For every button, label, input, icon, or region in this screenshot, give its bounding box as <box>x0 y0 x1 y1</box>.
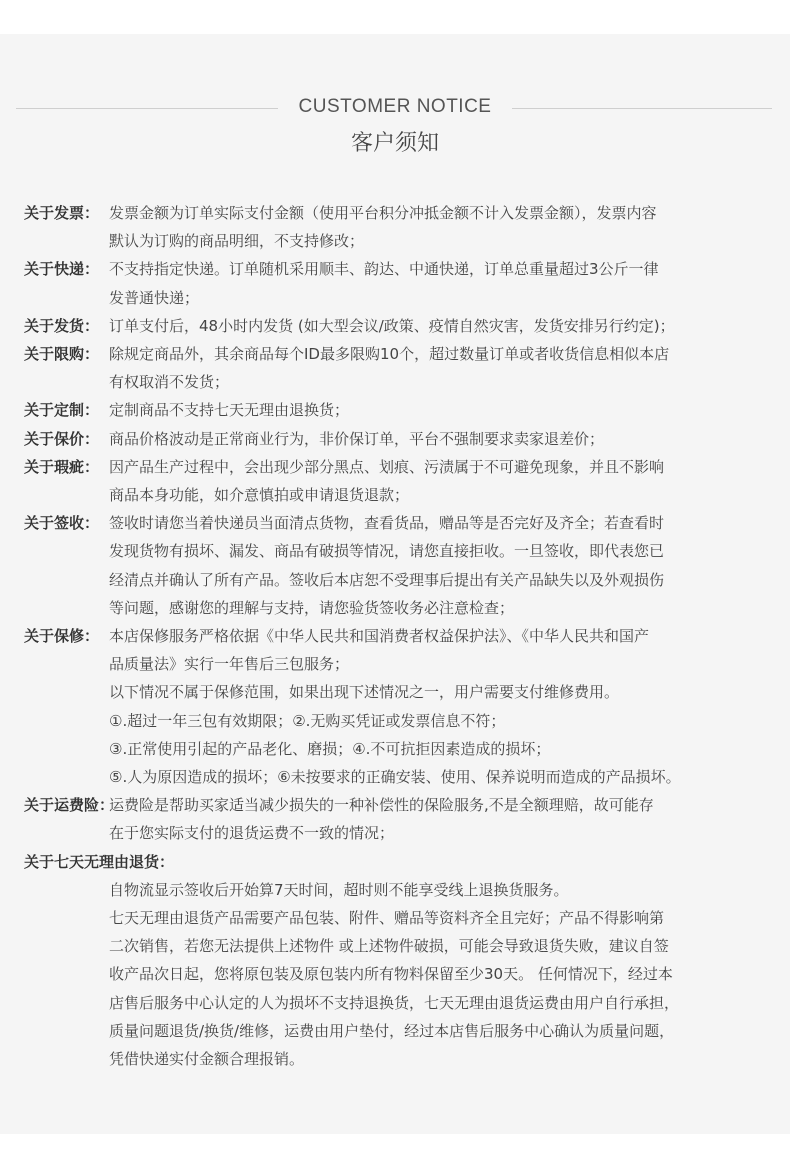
notice-line: 商品本身功能，如介意慎拍或申请退货退款； <box>109 486 410 505</box>
notice-label: 关于运费险： <box>24 796 115 815</box>
notice-express <box>24 255 774 311</box>
notice-line: 二次销售，若您无法提供上述物件 或上述物件破损，可能会导致退货失败，建议自签 <box>109 937 669 956</box>
notice-line: 等问题，感谢您的理解与支持，请您验货签收务必注意检查； <box>109 598 515 617</box>
notice-text <box>109 791 774 847</box>
notice-signing <box>24 509 774 622</box>
notice-label: 关于瑕疵： <box>24 457 100 476</box>
notice-line: 有权取消不发货； <box>109 373 230 392</box>
title-english: CUSTOMER NOTICE <box>298 96 492 117</box>
notice-panel <box>0 34 790 1134</box>
notice-warranty <box>24 622 774 791</box>
notice-text <box>109 509 774 622</box>
notice-list <box>24 199 774 1073</box>
notice-line: 默认为订购的商品明细，不支持修改； <box>109 232 365 251</box>
notice-line: ③.正常使用引起的产品老化、磨损；④.不可抗拒因素造成的损坏； <box>109 739 551 758</box>
notice-line: 质量问题退货/换货/维修，运费由用户垫付，经过本店售后服务中心确认为质量问题， <box>109 1021 675 1040</box>
notice-line: 发现货物有损坏、漏发、商品有破损等情况，请您直接拒收。一旦签收，即代表您已 <box>109 542 665 561</box>
notice-invoice <box>24 199 774 255</box>
notice-line: 收产品次日起，您将原包装及原包装内所有物料保留至少30天。 任何情况下，经过本 <box>109 965 673 984</box>
notice-price-protection <box>24 425 774 453</box>
notice-line: 七天无理由退货产品需要产品包装、附件、赠品等资料齐全且完好；产品不得影响第 <box>109 909 665 928</box>
notice-line: 店售后服务中心认定的人为损坏不支持退换货，七天无理由退货运费由用户自行承担， <box>109 993 680 1012</box>
notice-label: 关于七天无理由退货： <box>24 852 175 871</box>
notice-text <box>109 453 774 509</box>
notice-label: 关于定制： <box>24 401 100 420</box>
notice-text <box>109 396 774 424</box>
notice-label: 关于快递： <box>24 260 100 279</box>
notice-customization <box>24 396 774 424</box>
notice-seven-day-return <box>24 848 774 876</box>
notice-text <box>109 340 774 396</box>
notice-line: ⑤.人为原因造成的损坏；⑥未按要求的正确安装、使用、保养说明而造成的产品损坏。 <box>109 768 681 787</box>
notice-label: 关于限购： <box>24 345 100 364</box>
notice-line: 不支持指定快递。订单随机采用顺丰、韵达、中通快递，订单总重量超过3公斤一律 <box>109 260 659 279</box>
notice-label: 关于保修： <box>24 627 100 646</box>
notice-line: 商品价格波动是正常商业行为，非价保订单，平台不强制要求卖家退差价； <box>109 429 605 448</box>
title-chinese: 客户须知 <box>350 131 439 156</box>
notice-purchase-limit <box>24 340 774 396</box>
notice-text <box>109 312 774 340</box>
notice-label: 关于签收： <box>24 514 100 533</box>
notice-line: 自物流显示签收后开始算7天时间，超时则不能享受线上退换货服务。 <box>109 880 569 899</box>
notice-line: 发票金额为订单实际支付金额（使用平台积分冲抵金额不计入发票金额），发票内容 <box>109 204 657 222</box>
notice-label: 关于保价： <box>24 429 100 448</box>
notice-label: 关于发票： <box>24 204 100 222</box>
notice-line: 运费险是帮助买家适当减少损失的一种补偿性的保险服务,不是全额理赔，故可能存 <box>109 796 654 815</box>
notice-line: 除规定商品外，其余商品每个ID最多限购10个，超过数量订单或者收货信息相似本店 <box>109 345 670 364</box>
return-policy-text <box>24 876 774 1073</box>
notice-line: 发普通快递； <box>109 288 200 307</box>
notice-line: 以下情况不属于保修范围，如果出现下述情况之一，用户需要支付维修费用。 <box>109 683 620 702</box>
notice-line: 签收时请您当着快递员当面清点货物，查看货品，赠品等是否完好及齐全；若查看时 <box>109 514 665 533</box>
notice-line: 因产品生产过程中，会出现少部分黑点、划痕、污渍属于不可避免现象，并且不影响 <box>109 457 665 476</box>
notice-text <box>109 622 774 791</box>
notice-line: ①.超过一年三包有效期限；②.无购买凭证或发票信息不符； <box>109 711 506 730</box>
notice-text <box>109 199 774 255</box>
notice-shipping <box>24 312 774 340</box>
notice-text <box>109 255 774 311</box>
notice-line: 订单支付后，48小时内发货 (如大型会议/政策、疫情自然灾害，发货安排另行约定)； <box>109 316 675 335</box>
notice-defects <box>24 453 774 509</box>
notice-text <box>109 425 774 453</box>
notice-line: 品质量法》实行一年售后三包服务； <box>109 655 350 674</box>
notice-line: 凭借快递实付金额合理报销。 <box>109 1050 305 1069</box>
notice-line: 经清点并确认了所有产品。签收后本店恕不受理事后提出有关产品缺失以及外观损伤 <box>109 570 665 589</box>
notice-line: 在于您实际支付的退货运费不一致的情况； <box>109 824 395 843</box>
notice-shipping-insurance <box>24 791 774 847</box>
notice-line: 本店保修服务严格依据《中华人民共和国消费者权益保护法》、《中华人民共和国产 <box>109 627 650 646</box>
notice-label: 关于发货： <box>24 316 100 335</box>
notice-line: 定制商品不支持七天无理由退换货； <box>109 401 350 420</box>
